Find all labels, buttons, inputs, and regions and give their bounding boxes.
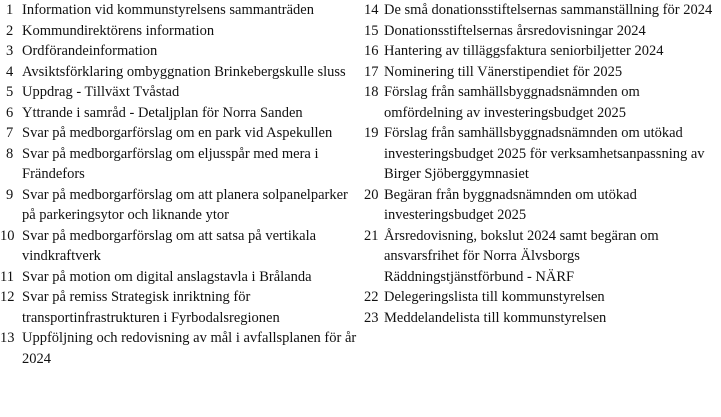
agenda-item-19 xyxy=(364,123,719,185)
agenda-item-22 xyxy=(364,287,719,308)
item-number: 15 xyxy=(364,22,379,39)
item-number: 10 xyxy=(0,227,15,244)
item-number: 1 xyxy=(6,2,14,18)
item-text: Meddelandelista till kommunstyrelsen xyxy=(384,309,607,326)
item-number: 4 xyxy=(6,63,14,80)
item-text: De små donationsstiftelsernas sammanställning för 2024 xyxy=(384,2,713,18)
agenda-item-9 xyxy=(0,185,362,226)
item-text: Svar på medborgarförslag om att satsa på vertikala vindkraftverk xyxy=(22,227,317,264)
agenda-item-1 xyxy=(0,0,362,21)
item-text: Nominering till Vänerstipendiet för 2025 xyxy=(384,63,623,80)
item-number: 20 xyxy=(364,186,379,203)
item-number: 2 xyxy=(6,22,14,39)
agenda-item-21 xyxy=(364,226,719,288)
item-number: 14 xyxy=(364,2,379,18)
item-text: Information vid kommunstyrelsens sammanträden xyxy=(22,2,314,18)
agenda-item-11 xyxy=(0,267,362,288)
item-text: Svar på remiss Strategisk inriktning för transportinfrastrukturen i Fyrbodalsregionen xyxy=(22,289,280,326)
item-number: 9 xyxy=(6,186,14,203)
agenda-item-15 xyxy=(364,21,719,42)
item-text: Donationsstiftelsernas årsredovisningar 2024 xyxy=(384,22,646,39)
item-number: 5 xyxy=(6,84,14,100)
agenda-item-2 xyxy=(0,21,362,42)
item-text: Kommundirektörens information xyxy=(22,22,215,39)
item-number: 6 xyxy=(6,104,14,121)
item-number: 21 xyxy=(364,227,379,244)
agenda-item-10 xyxy=(0,226,362,267)
agenda-item-4 xyxy=(0,62,362,83)
item-text: Delegeringslista till kommunstyrelsen xyxy=(384,289,605,305)
item-number: 22 xyxy=(364,289,379,305)
item-number: 3 xyxy=(6,43,14,59)
item-text: Yttrande i samråd - Detaljplan för Norra Sanden xyxy=(22,104,303,121)
item-number: 23 xyxy=(364,309,379,326)
item-number: 19 xyxy=(364,125,379,141)
agenda-item-23 xyxy=(364,308,719,329)
item-number: 17 xyxy=(364,63,379,80)
agenda-item-12 xyxy=(0,287,362,328)
item-text: Svar på medborgarförslag om eljusspår med mera i Frändefors xyxy=(22,145,319,182)
agenda-item-13 xyxy=(0,328,362,369)
agenda-item-16 xyxy=(364,41,719,62)
item-number: 8 xyxy=(6,145,14,162)
item-number: 13 xyxy=(0,330,15,346)
item-text: Årsredovisning, bokslut 2024 samt begäran om ansvarsfrihet för Norra Älvsborgs Räddningstjänstförbund - NÄRF xyxy=(384,227,659,285)
item-text: Förslag från samhällsbyggnadsnämnden om utökad investeringsbudget 2025 för verksamhetsanpassning av Birger Sjöberggymnasiet xyxy=(384,125,705,182)
item-text: Uppföljning och redovisning av mål i avfallsplanen för år 2024 xyxy=(22,330,357,367)
agenda-item-18 xyxy=(364,82,719,123)
item-text: Svar på medborgarförslag om en park vid Aspekullen xyxy=(22,125,333,141)
item-number: 16 xyxy=(364,43,379,59)
agenda-item-20 xyxy=(364,185,719,226)
item-text: Ordförandeinformation xyxy=(22,43,158,59)
agenda-item-6 xyxy=(0,103,362,124)
item-text: Svar på motion om digital anslagstavla i Brålanda xyxy=(22,268,312,285)
agenda-item-14 xyxy=(364,0,719,21)
agenda-list-right xyxy=(364,0,719,328)
item-text: Förslag från samhällsbyggnadsnämnden om omfördelning av investeringsbudget 2025 xyxy=(384,84,640,121)
item-number: 18 xyxy=(364,84,379,100)
item-number: 12 xyxy=(0,289,15,305)
item-number: 7 xyxy=(6,125,14,141)
item-text: Hantering av tilläggsfaktura seniorbiljetter 2024 xyxy=(384,43,664,59)
agenda-list-left xyxy=(0,0,362,369)
item-text: Begäran från byggnadsnämnden om utökad investeringsbudget 2025 xyxy=(384,186,637,223)
item-number: 11 xyxy=(0,268,14,285)
agenda-item-5 xyxy=(0,82,362,103)
agenda-item-7 xyxy=(0,123,362,144)
agenda-item-17 xyxy=(364,62,719,83)
item-text: Avsiktsförklaring ombyggnation Brinkebergskulle sluss xyxy=(22,63,346,80)
agenda-item-3 xyxy=(0,41,362,62)
item-text: Svar på medborgarförslag om att planera solpanelparker på parkeringsytor och liknande ytor xyxy=(22,186,348,223)
item-text: Uppdrag - Tillväxt Tvåstad xyxy=(22,84,180,100)
agenda-item-8 xyxy=(0,144,362,185)
